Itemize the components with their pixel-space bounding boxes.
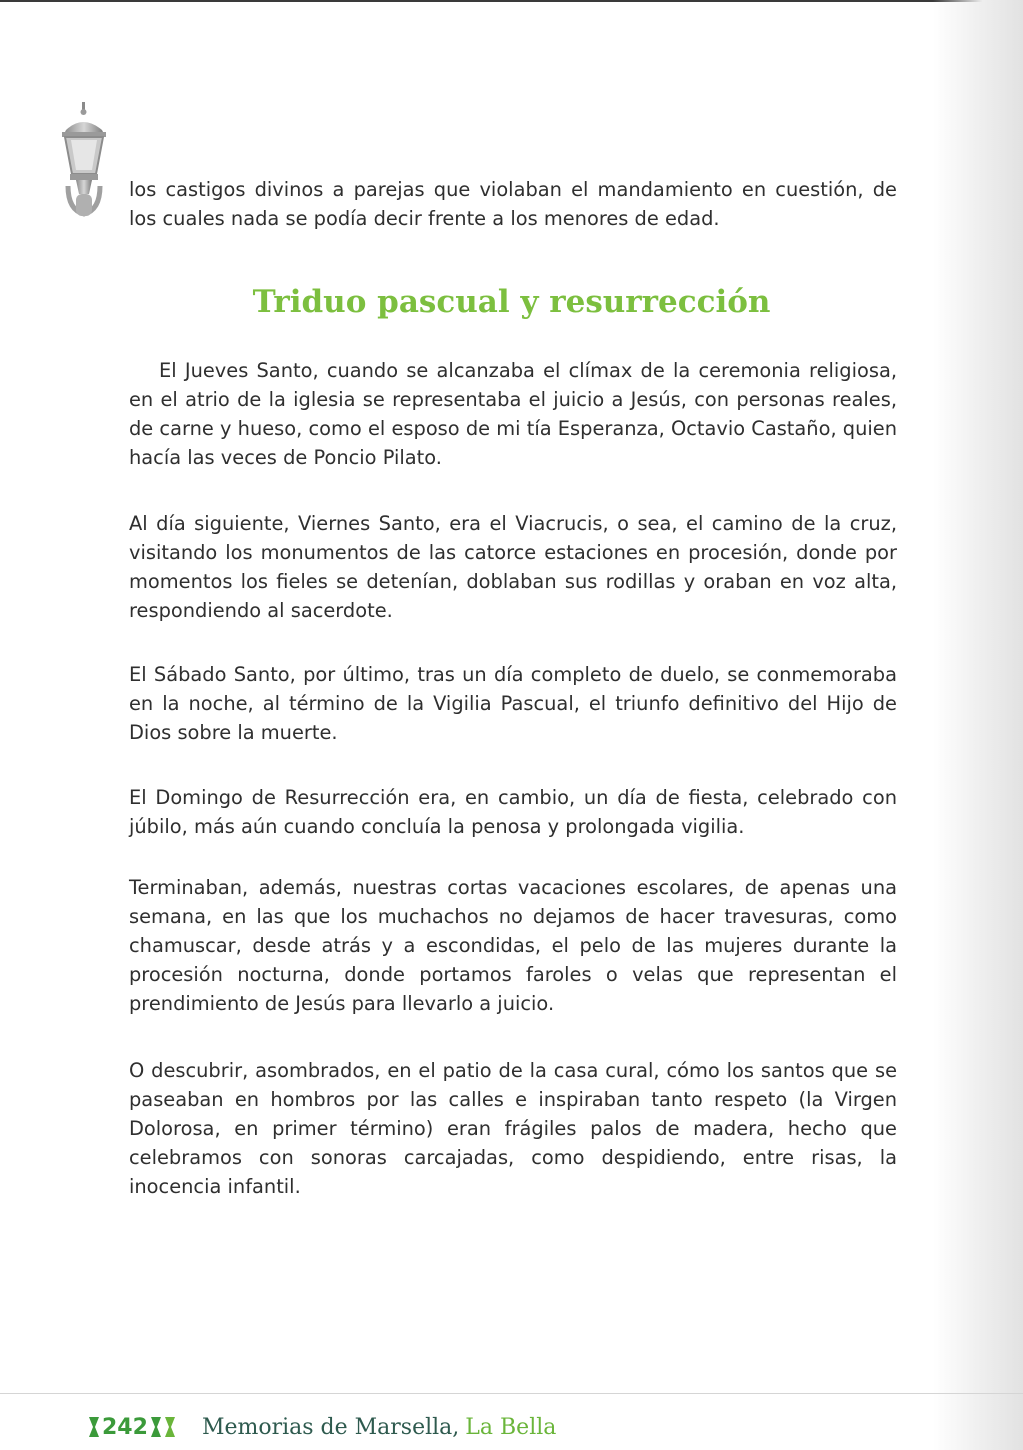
book-subtitle: La Bella [465,1414,557,1440]
section-title: Triduo pascual y resurrección [252,284,771,320]
paragraph: Terminaban, además, nuestras cortas vacaciones escolares, de apenas una semana, en las que los muchachos no dejamos de hacer travesuras, como chamuscar, desde atrás y a escondidas, el pelo de las mujeres durante la procesión nocturna, donde portamos faroles o velas que representan el prendimiento de Jesús para llevarlo a juicio. [129,876,897,1015]
page-number: 242 [102,1414,148,1440]
paragraph: El Jueves Santo, cuando se alcanzaba el clímax de la ceremonia religiosa, en el atrio de la iglesia se representaba el juicio a Jesús, con personas reales, de carne y hueso, como el esposo de mi tía Esperanza, Octavio Castaño, quien hacía las veces de Poncio Pilato. [129,359,897,469]
paragraph: El Domingo de Resurrección era, en cambio, un día de fiesta, celebrado con júbilo, más aún cuando concluía la penosa y prolongada vigilia. [129,786,897,838]
top-rule [0,0,1023,2]
page-edge-shadow [933,0,1023,1450]
footer-rule [0,1393,1023,1394]
paragraph: El Sábado Santo, por último, tras un día completo de duelo, se conmemoraba en la noche, al término de la Vigilia Pascual, el triunfo definitivo del Hijo de Dios sobre la muerte. [129,663,897,744]
paragraph: Al día siguiente, Viernes Santo, era el Viacrucis, o sea, el camino de la cruz, visitando los monumentos de las catorce estaciones en procesión, donde por momentos los fieles se detenían, doblaban sus rodillas y oraban en voz alta, respondiendo al sacerdote. [129,512,897,622]
paragraph-continuation: los castigos divinos a parejas que violaban el mandamiento en cuestión, de los cuales nada se podía decir frente a los menores de edad. [129,178,897,230]
folio-ornament-icon [88,1415,100,1439]
folio-ornament-icon [150,1415,162,1439]
page-footer [88,1410,556,1444]
book-title: Memorias de Marsella, [201,1414,460,1440]
folio-ornament-icon [164,1415,176,1439]
paragraph: O descubrir, asombrados, en el patio de la casa cural, cómo los santos que se paseaban en hombros por las calles e inspiraban tanto respeto (la Virgen Dolorosa, en primer término) eran frágiles palos de madera, hecho que celebramos con sonoras carcajadas, como despidiendo, entre risas, la inocencia infantil. [129,1059,897,1198]
folio [88,1415,176,1440]
street-lamp-icon [56,102,112,220]
